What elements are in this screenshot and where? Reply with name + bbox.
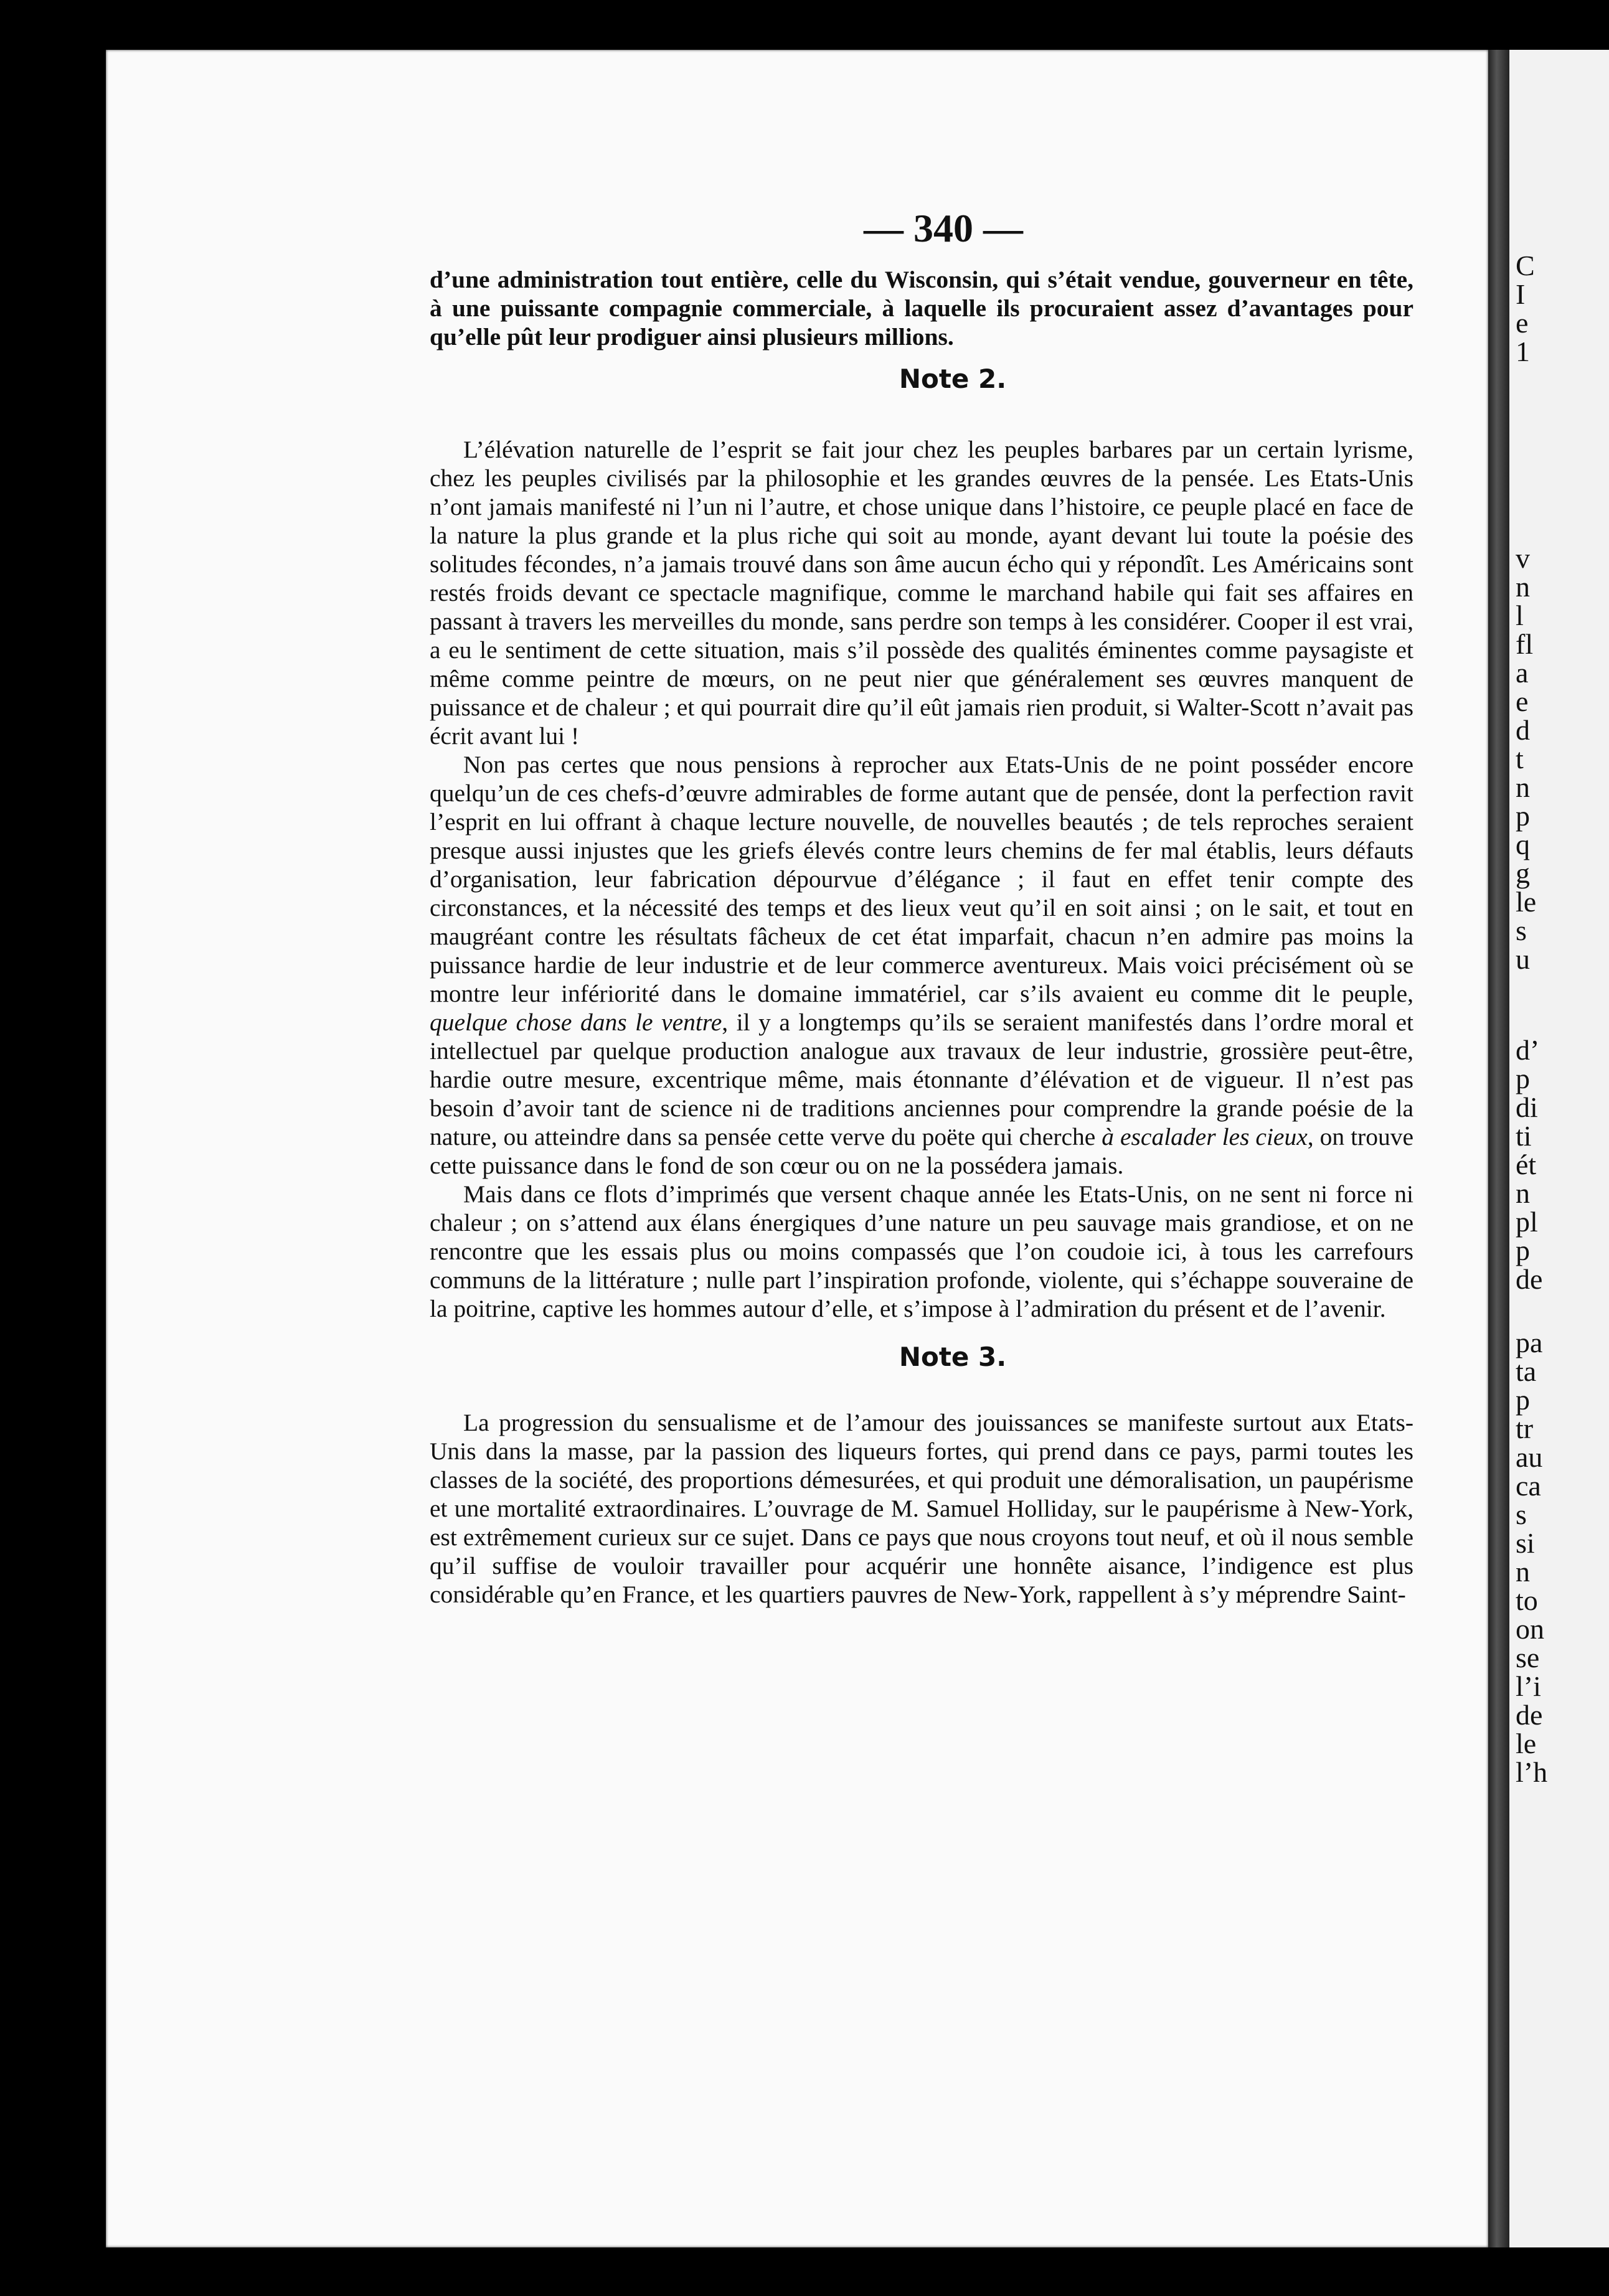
note-2-paragraph-2 (430, 750, 1413, 1180)
facing-page-line: pl (1516, 1206, 1538, 1238)
facing-page-line: p (1516, 1384, 1530, 1416)
facing-page-line: d (1516, 714, 1530, 746)
facing-page-fragment (1509, 50, 1609, 2247)
facing-page-line: l (1516, 600, 1524, 631)
facing-page-line: de (1516, 1699, 1543, 1731)
facing-page-line: ti (1516, 1120, 1532, 1152)
facing-page-line: C (1516, 250, 1535, 281)
facing-page-line: se (1516, 1642, 1540, 1673)
facing-page-line: tr (1516, 1413, 1534, 1444)
facing-page-line: on (1516, 1613, 1544, 1645)
facing-page-line: p (1516, 800, 1530, 832)
facing-page-line: ca (1516, 1470, 1541, 1502)
note-2-heading: Note 2. (899, 364, 1007, 394)
facing-page-line: ét (1516, 1149, 1537, 1180)
facing-page-line: l’h (1516, 1756, 1548, 1788)
facing-page-line: de (1516, 1263, 1543, 1295)
facing-page-line: le (1516, 886, 1537, 918)
note-3-heading: Note 3. (899, 1342, 1007, 1372)
facing-page-line: to (1516, 1584, 1538, 1616)
facing-page-line: 1 (1516, 336, 1530, 367)
facing-page-line: g (1516, 857, 1530, 889)
facing-page-line: si (1516, 1527, 1535, 1559)
facing-page-line: e (1516, 307, 1529, 339)
facing-page-line: s (1516, 1499, 1527, 1530)
facing-page-line: I (1516, 278, 1526, 310)
note-2-italic-phrase-2: à escalader les cieux (1102, 1123, 1308, 1150)
facing-page-line: n (1516, 1556, 1530, 1588)
facing-page-line: fl (1516, 628, 1534, 660)
facing-page-line: a (1516, 657, 1529, 689)
note-2-paragraph-2-part-c: , on trouve cette puissance dans le fond de son cœur ou on ne la possédera jamais. (430, 1123, 1413, 1179)
facing-page-line: l’i (1516, 1670, 1541, 1702)
facing-page-line: n (1516, 1177, 1530, 1209)
facing-page-line: n (1516, 571, 1530, 603)
facing-page-line: q (1516, 829, 1530, 860)
facing-page-line: di (1516, 1091, 1538, 1123)
note-3-paragraph-1: La progression du sensualisme et de l’amour des jouissances se manifeste surtout aux Etats-Unis dans la masse, par la passion des liqueurs fortes, qui prend dans ce pays, parmi toutes les classes de la société, des proportions démesurées, et qui produit une démoralisation, un paupérisme et une mortalité extraordinaires. L’ouvrage de M. Samuel Holliday, sur le paupérisme à New-York, est extrêmement curieux sur ce sujet. Dans ce pays que nous croyons tout neuf, et où il nous semble qu’il suffise de vouloir travailler pour acquérir une honnête aisance, l’indigence est plus considérable qu’en France, et les quartiers pauvres de New-York, rappellent à s’y méprendre Saint- (430, 1409, 1413, 1608)
facing-page-line: le (1516, 1728, 1537, 1759)
facing-page-line: d’ (1516, 1034, 1540, 1066)
facing-page-line: p (1516, 1235, 1530, 1266)
facing-page-line: s (1516, 915, 1527, 946)
note-2-paragraph-2-part-b: , il y a longtemps qu’ils se seraient manifestés dans l’ordre moral et intellectuel par quelque production analogue aux travaux de leur industrie, grossière peut-être, hardie outre mesure, excentrique même, mais étonnante d’élévation et de vigueur. Il n’est pas besoin d’avoir tant de science ni de traditions anciennes pour comprendre la grande poésie de la nature, ou atteindre dans sa pensée cette verve du poëte qui cherche (430, 1009, 1413, 1150)
note-2-paragraph-3: Mais dans ce flots d’imprimés que versent chaque année les Etats-Unis, on ne sent ni force ni chaleur ; on s’attend aux élans énergiques d’une nature un peu sauvage mais grandiose, et on ne rencontre que les essais plus ou moins compassés que l’on coudoie ici, à tous les carrefours communs de la littérature ; nulle part l’inspiration profonde, violente, qui s’échappe souveraine de la poitrine, captive les hommes autour d’elle, et s’impose à l’admiration du présent et de l’avenir. (430, 1180, 1413, 1322)
facing-page-line: ta (1516, 1355, 1537, 1387)
page-content (430, 205, 1413, 1609)
intro-paragraph: d’une administration tout entière, celle du Wisconsin, qui s’était vendue, gouverneur en tête, à une puissante compagnie commerciale, à laquelle ils procuraient assez d’avantages pour qu’elle pût leur prodiguer ainsi plusieurs millions. (430, 266, 1413, 351)
page-number: — 340 — (864, 206, 1023, 250)
facing-page-line: u (1516, 943, 1530, 975)
facing-page-line: au (1516, 1441, 1543, 1473)
facing-page-line: pa (1516, 1327, 1543, 1358)
note-2-paragraph-2-part-a: Non pas certes que nous pensions à reprocher aux Etats-Unis de ne point posséder encore quelqu’un de ces chefs-d’œuvre admirables de forme autant que de pensée, dont la perfection ravit l’esprit en lui offrant à chaque lecture nouvelle, de nouvelles beautés ; de tels reproches seraient presque aussi injustes que les griefs élevés contre leurs chemins de fer mal établis, leurs défauts d’organisation, leur fabrication dépourvue d’élégance ; il faut en effet tenir compte des circonstances, et la nécessité des temps et des lieux veut qu’il en soit ainsi ; on le sait, et tout en maugréant contre les résultats fâcheux de cet état imparfait, chacun n’en admire pas moins la puissance hardie de leur industrie et de leur commerce aventureux. Mais voici précisément où se montre leur infériorité dans le domaine immatériel, car s’ils avaient eu comme dit le peuple, (430, 751, 1413, 1007)
book-spine (1488, 50, 1509, 2247)
note-2-paragraph-1: L’élévation naturelle de l’esprit se fait jour chez les peuples barbares par un certain lyrisme, chez les peuples civilisés par la philosophie et les grandes œuvres de la pensée. Les Etats-Unis n’ont jamais manifesté ni l’un ni l’autre, et chose unique dans l’histoire, ce peuple placé en face de la nature la plus grande et la plus riche qui soit au monde, ayant devant lui toute la poésie des solitudes fécondes, n’a jamais trouvé dans son âme aucun écho qui y répondît. Les Américains sont restés froids devant ce spectacle magnifique, comme le marchand habile qui fait ses affaires en passant à travers les merveilles du monde, sans perdre son temps à les considérer. Cooper il est vrai, a eu le sentiment de cette situation, mais s’il possède des qualités éminentes comme paysagiste et même comme peintre de mœurs, on ne peut nier que généralement ses œuvres manquent de puissance et de chaleur ; et qui pourrait dire qu’il eût jamais rien produit, si Walter-Scott n’avait pas écrit avant lui ! (430, 436, 1413, 750)
facing-page-line: t (1516, 743, 1524, 774)
facing-page-line: n (1516, 771, 1530, 803)
facing-page-line: p (1516, 1063, 1530, 1094)
facing-page-line: v (1516, 542, 1530, 574)
note-2-italic-phrase-1: quelque chose dans le ventre (430, 1009, 722, 1036)
facing-page-line: e (1516, 685, 1529, 717)
